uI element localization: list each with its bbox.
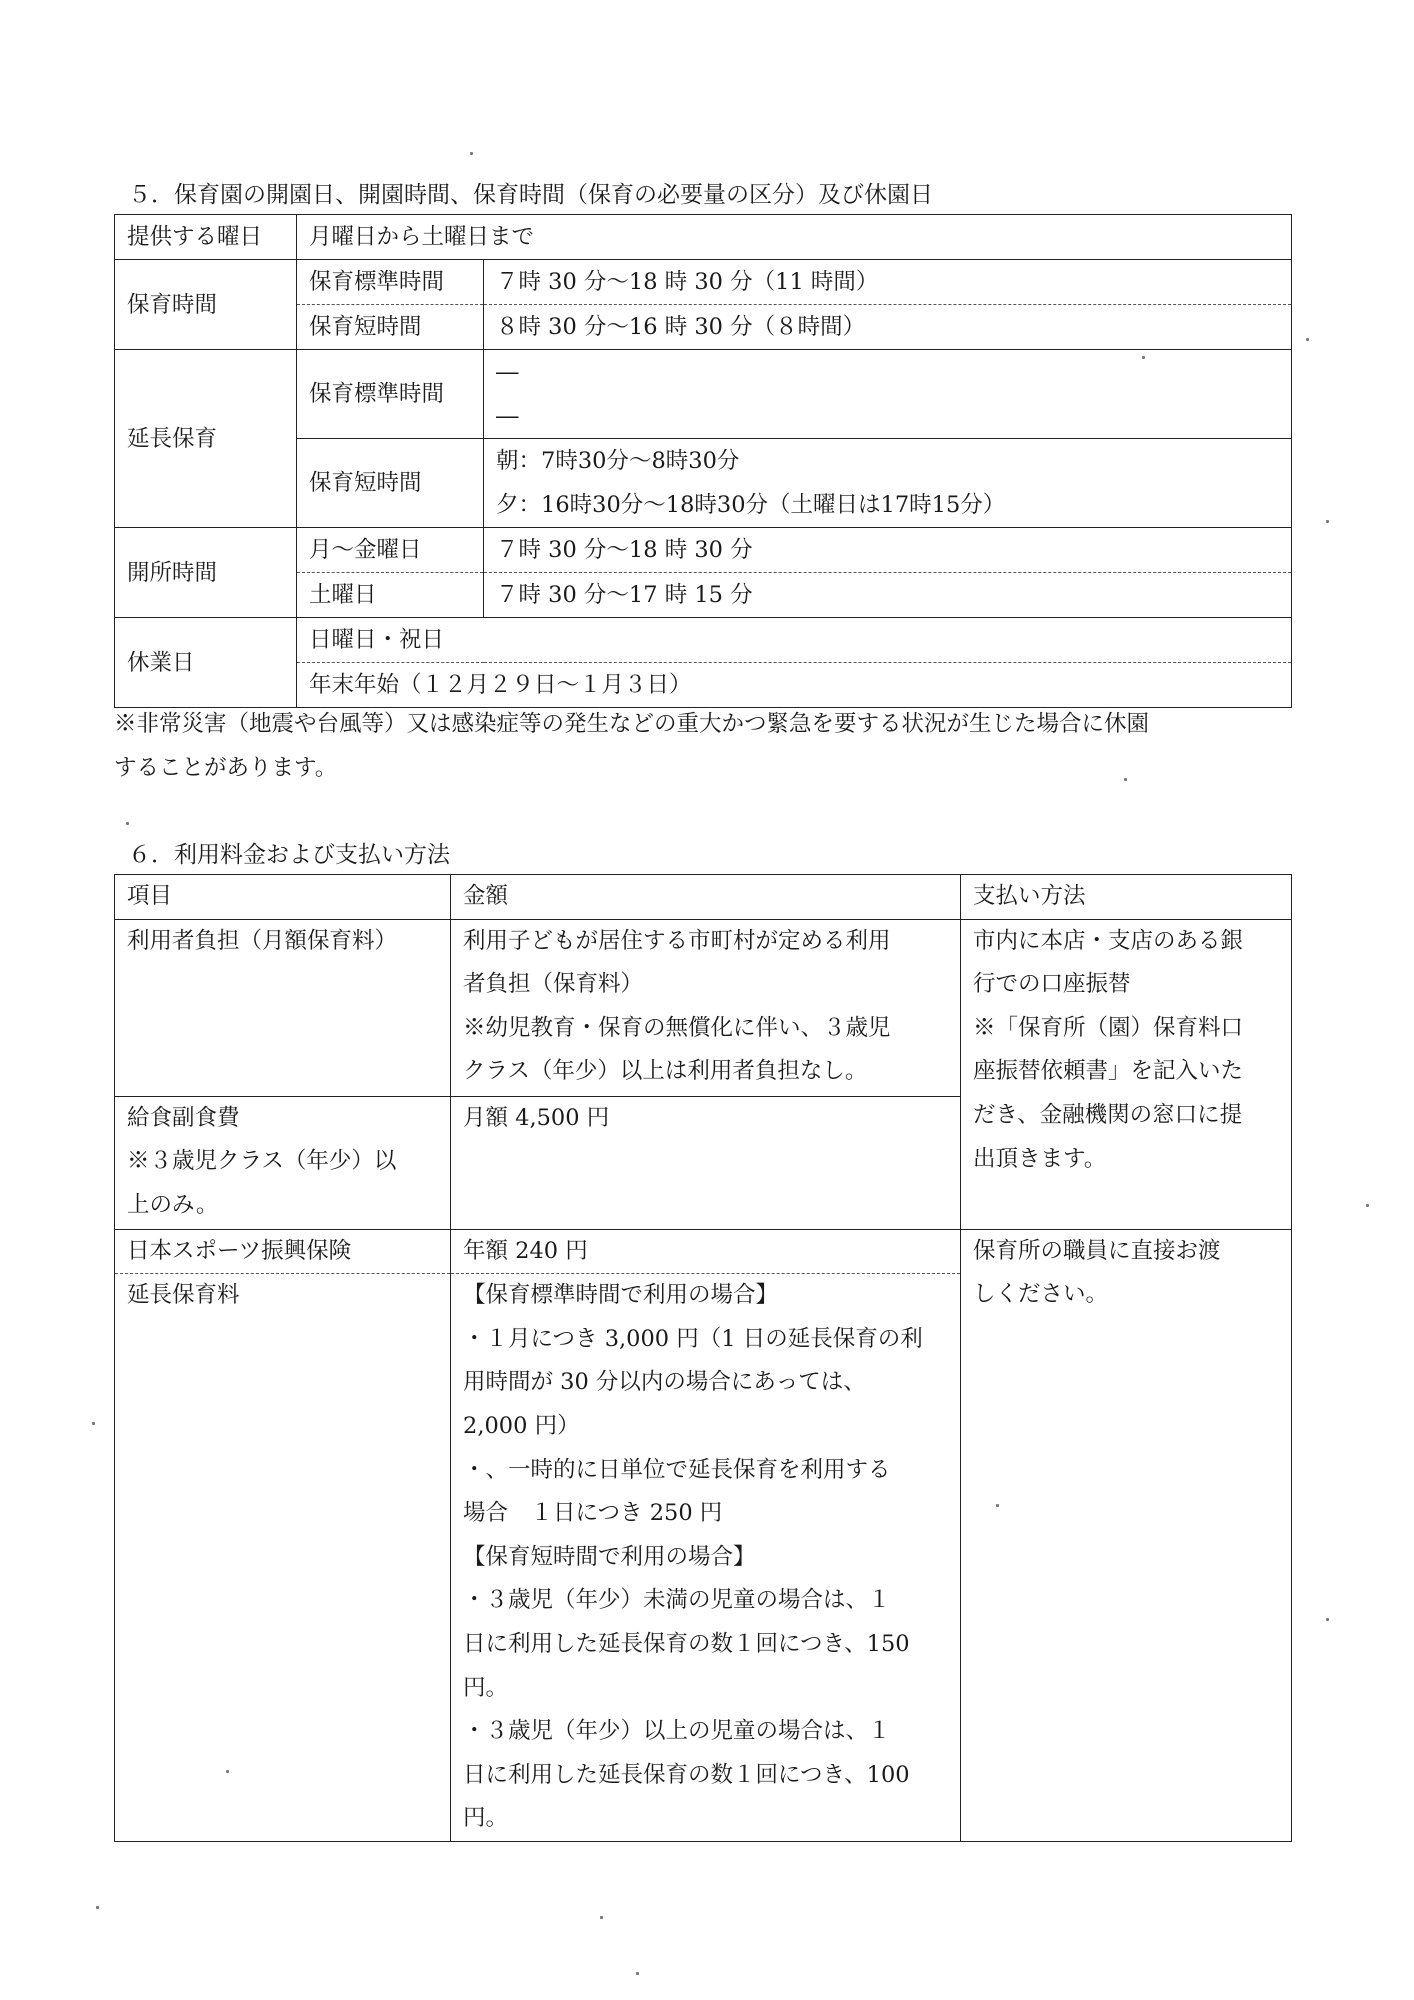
short-label: 保育短時間 bbox=[297, 305, 484, 350]
scan-speck bbox=[996, 1504, 999, 1507]
ext-standard-value bbox=[484, 350, 1292, 439]
table-row bbox=[115, 1229, 1292, 1274]
table-row bbox=[115, 350, 1292, 439]
ext-short-value bbox=[484, 439, 1292, 528]
scan-speck bbox=[1142, 356, 1145, 359]
saturday-label: 土曜日 bbox=[297, 573, 484, 618]
amount-line: 日に利用した延長保育の数１回につき、150 bbox=[463, 1630, 910, 1657]
closure-note bbox=[114, 702, 1314, 790]
payment-line: しください。 bbox=[973, 1281, 1109, 1308]
standard-value: ７時 30 分～18 時 30 分（11 時間） bbox=[484, 260, 1292, 305]
holiday-value: 年末年始（１２月２９日～１月３日） bbox=[297, 663, 1292, 708]
header-item: 項目 bbox=[115, 875, 451, 920]
item-cell bbox=[115, 1096, 451, 1229]
header-amount: 金額 bbox=[451, 875, 961, 920]
amount-cell bbox=[451, 1274, 961, 1842]
item-cell bbox=[115, 1229, 451, 1274]
item-line: ※３歳児クラス（年少）以 bbox=[127, 1148, 397, 1175]
item-cell bbox=[115, 919, 451, 1096]
payment-line: 保育所の職員に直接お渡 bbox=[973, 1237, 1221, 1264]
schedule-table bbox=[114, 214, 1292, 708]
scan-speck bbox=[600, 1916, 603, 1919]
item-line: 利用者負担（月額保育料） bbox=[127, 927, 398, 954]
item-line: 延長保育料 bbox=[127, 1282, 240, 1309]
item-cell bbox=[115, 1274, 451, 1842]
amount-line: 円。 bbox=[463, 1805, 509, 1832]
scan-speck bbox=[92, 1422, 95, 1425]
amount-line: ・、一時的に日単位で延長保育を利用する bbox=[463, 1456, 891, 1483]
scan-speck bbox=[636, 1972, 639, 1975]
scan-speck bbox=[1306, 338, 1309, 341]
amount-line: 者負担（保育料） bbox=[463, 971, 644, 998]
scan-speck bbox=[226, 1770, 229, 1773]
ext-short-line: 夕：16時30分～18時30分（土曜日は17時15分） bbox=[496, 492, 1006, 518]
table-row bbox=[115, 528, 1292, 573]
amount-line: ・１月につき 3,000 円（1 日の延長保育の利 bbox=[463, 1325, 923, 1352]
payment-cell bbox=[961, 919, 1292, 1229]
short-value: ８時 30 分～16 時 30 分（８時間） bbox=[484, 305, 1292, 350]
payment-line: 出頂きます。 bbox=[973, 1145, 1107, 1172]
amount-line: 円。 bbox=[463, 1674, 509, 1701]
scan-speck bbox=[470, 152, 473, 155]
ext-standard-label: 保育標準時間 bbox=[297, 350, 484, 439]
item-line: 上のみ。 bbox=[127, 1191, 219, 1218]
table-row bbox=[115, 215, 1292, 260]
scan-speck bbox=[1366, 1204, 1369, 1207]
open-label: 開所時間 bbox=[115, 528, 297, 618]
amount-line: 【保育短時間で利用の場合】 bbox=[463, 1543, 756, 1570]
amount-cell bbox=[451, 1229, 961, 1274]
section6-title: ６．利用料金および支払い方法 bbox=[128, 842, 450, 868]
payment-cell bbox=[961, 1229, 1292, 1841]
scan-speck bbox=[96, 1906, 99, 1909]
note-line: することがあります。 bbox=[114, 755, 338, 781]
amount-line: ※幼児教育・保育の無償化に伴い、３歳児 bbox=[463, 1014, 891, 1041]
payment-line: 行での口座振替 bbox=[973, 971, 1131, 998]
amount-line: 年額 240 円 bbox=[463, 1237, 588, 1264]
scan-speck bbox=[1326, 520, 1329, 523]
hours-label: 保育時間 bbox=[115, 260, 297, 350]
amount-line: クラス（年少）以上は利用者負担なし。 bbox=[463, 1058, 868, 1085]
amount-line: 2,000 円） bbox=[463, 1412, 580, 1439]
amount-line: 月額 4,500 円 bbox=[463, 1104, 610, 1131]
amount-line: 【保育標準時間で利用の場合】 bbox=[463, 1282, 779, 1309]
weekday-value: ７時 30 分～18 時 30 分 bbox=[484, 528, 1292, 573]
ext-short-label: 保育短時間 bbox=[297, 439, 484, 528]
scan-speck bbox=[1326, 1618, 1329, 1621]
payment-line: 座振替依頼書」を記入いた bbox=[973, 1058, 1244, 1085]
standard-label: 保育標準時間 bbox=[297, 260, 484, 305]
amount-cell bbox=[451, 919, 961, 1096]
amount-cell bbox=[451, 1096, 961, 1229]
table-row bbox=[115, 260, 1292, 305]
extension-label: 延長保育 bbox=[115, 350, 297, 528]
table-header-row bbox=[115, 875, 1292, 920]
saturday-value: ７時 30 分～17 時 15 分 bbox=[484, 573, 1292, 618]
days-label: 提供する曜日 bbox=[115, 215, 297, 260]
header-payment: 支払い方法 bbox=[961, 875, 1292, 920]
scan-speck bbox=[1124, 778, 1127, 781]
scan-speck bbox=[126, 822, 129, 825]
amount-line: 利用子どもが居住する市町村が定める利用 bbox=[463, 927, 891, 954]
table-row bbox=[115, 618, 1292, 663]
holiday-value: 日曜日・祝日 bbox=[297, 618, 1292, 663]
table-row bbox=[115, 919, 1292, 1096]
item-line: 給食副食費 bbox=[127, 1104, 240, 1131]
payment-line: だき、金融機関の窓口に提 bbox=[973, 1101, 1243, 1128]
section5-title: ５．保育園の開園日、開園時間、保育時間（保育の必要量の区分）及び休園日 bbox=[128, 182, 933, 208]
amount-line: 日に利用した延長保育の数１回につき、100 bbox=[463, 1761, 910, 1788]
days-value: 月曜日から土曜日まで bbox=[297, 215, 1292, 260]
weekday-label: 月～金曜日 bbox=[297, 528, 484, 573]
fee-table bbox=[114, 874, 1292, 1842]
amount-line: ・３歳児（年少）未満の児童の場合は、１ bbox=[463, 1587, 891, 1614]
item-line: 日本スポーツ振興保険 bbox=[127, 1237, 352, 1264]
ext-short-line: 朝：7時30分～8時30分 bbox=[496, 448, 740, 474]
payment-line: ※「保育所（園）保育料口 bbox=[973, 1014, 1244, 1041]
amount-line: ・３歳児（年少）以上の児童の場合は、１ bbox=[463, 1718, 891, 1745]
holiday-label: 休業日 bbox=[115, 618, 297, 708]
payment-line: 市内に本店・支店のある銀 bbox=[973, 927, 1244, 954]
ext-standard-line: ― bbox=[496, 359, 519, 385]
amount-line: 場合 １日につき 250 円 bbox=[463, 1500, 723, 1527]
amount-line: 用時間が 30 分以内の場合にあっては、 bbox=[463, 1369, 866, 1396]
note-line: ※非常災害（地震や台風等）又は感染症等の発生などの重大かつ緊急を要する状況が生じた場合に休園 bbox=[114, 711, 1150, 737]
ext-standard-line: ― bbox=[496, 403, 519, 429]
